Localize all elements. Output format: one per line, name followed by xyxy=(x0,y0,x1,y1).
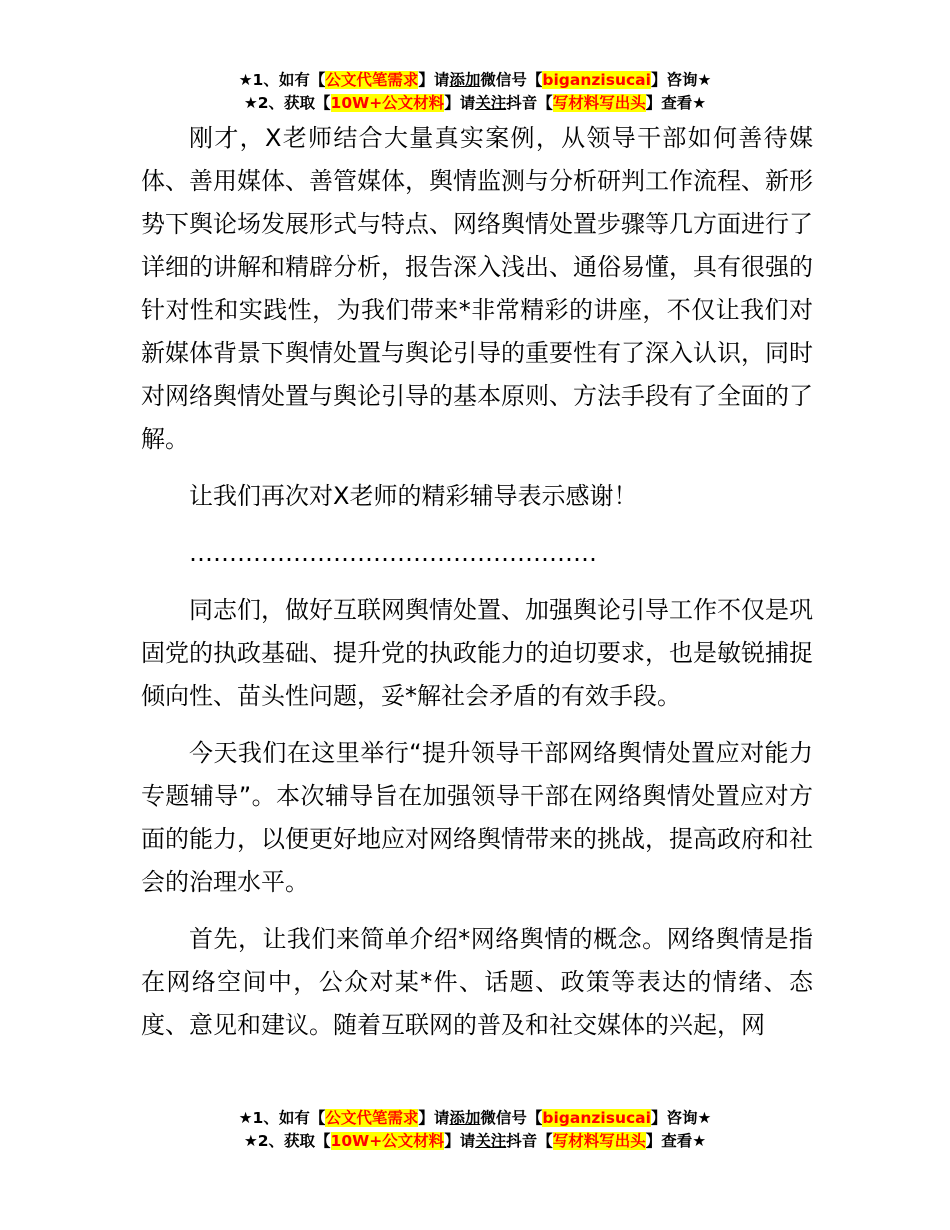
banner-text: 】请 xyxy=(418,71,450,89)
banner-text: 抖音【 xyxy=(506,94,553,112)
banner-text: ★2、获取【 xyxy=(243,94,331,112)
banner-text: ★1、如有【 xyxy=(238,71,326,89)
underlined-text: 添加 xyxy=(449,1109,481,1127)
footer-banner xyxy=(0,1107,950,1153)
underlined-text: 关注 xyxy=(475,1132,507,1150)
banner-text: 】咨询★ xyxy=(650,1109,712,1127)
highlight-douyin-account: 写材料写出头 xyxy=(552,1132,646,1150)
paragraph: 首先，让我们来简单介绍*网络舆情的概念。网络舆情是指在网络空间中，公众对某*件、话题、政策等表达的情绪、态度、意见和建议。随着互联网的普及和社交媒体的兴起，网 xyxy=(141,925,813,1039)
highlight-service: 公文代笔需求 xyxy=(325,1109,419,1127)
ellipsis-separator: …………………………………………… xyxy=(189,539,597,567)
banner-text: 】请 xyxy=(418,1109,450,1127)
header-banner xyxy=(0,69,950,115)
paragraph: 同志们，做好互联网舆情处置、加强舆论引导工作不仅是巩固党的执政基础、提升党的执政能力的迫切要求，也是敏锐捕捉倾向性、苗头性问题，妥*解社会矛盾的有效手段。 xyxy=(141,596,813,710)
highlight-materials: 10W+公文材料 xyxy=(330,94,445,112)
banner-text: 微信号【 xyxy=(480,71,543,89)
document-body xyxy=(141,117,813,1061)
banner-text: 】咨询★ xyxy=(650,71,712,89)
banner-text: 】查看★ xyxy=(645,1132,707,1150)
highlight-materials: 10W+公文材料 xyxy=(330,1132,445,1150)
banner-text: 微信号【 xyxy=(480,1109,543,1127)
banner-text: 】请 xyxy=(444,94,476,112)
banner-text: 】请 xyxy=(444,1132,476,1150)
banner-text: ★1、如有【 xyxy=(238,1109,326,1127)
banner-line-2 xyxy=(0,1130,950,1153)
banner-line-2 xyxy=(0,92,950,115)
paragraph: 刚才，X老师结合大量真实案例，从领导干部如何善待媒体、善用媒体、善管媒体，舆情监测与分析研判工作流程、新形势下舆论场发展形式与特点、网络舆情处置步骤等几方面进行了详细的讲解和精辟分析，报告深入浅出、通俗易懂，具有很强的针对性和实践性，为我们带来*非常精彩的讲座，不仅让我们对新媒体背景下舆情处置与舆论引导的重要性有了深入认识，同时对网络舆情处置与舆论引导的基本原则、方法手段有了全面的了解。 xyxy=(141,124,813,453)
banner-line-1 xyxy=(0,69,950,92)
banner-line-1 xyxy=(0,1107,950,1130)
underlined-text: 添加 xyxy=(449,71,481,89)
banner-text: 】查看★ xyxy=(645,94,707,112)
paragraph: 今天我们在这里举行“提升领导干部网络舆情处置应对能力专题辅导”。本次辅导旨在加强领导干部在网络舆情处置应对方面的能力，以便更好地应对网络舆情带来的挑战，提高政府和社会的治理水平。 xyxy=(141,739,813,896)
highlight-wechat-id: biganzisucai xyxy=(542,71,651,89)
highlight-wechat-id: biganzisucai xyxy=(542,1109,651,1127)
banner-text: ★2、获取【 xyxy=(243,1132,331,1150)
highlight-service: 公文代笔需求 xyxy=(325,71,419,89)
paragraph: 让我们再次对X老师的精彩辅导表示感谢！ xyxy=(189,482,638,510)
banner-text: 抖音【 xyxy=(506,1132,553,1150)
underlined-text: 关注 xyxy=(475,94,507,112)
highlight-douyin-account: 写材料写出头 xyxy=(552,94,646,112)
